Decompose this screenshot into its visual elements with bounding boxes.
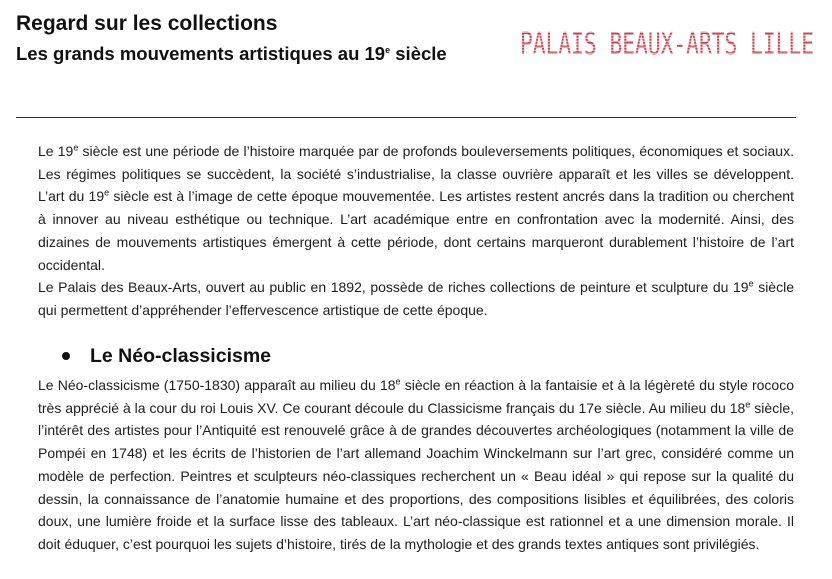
section-paragraph: [38, 374, 794, 556]
intro-p1-text: Le 19: [38, 143, 74, 159]
page-subtitle: [16, 41, 447, 67]
intro-p2-text: siècle qui permettent d’appréhender l’effervescence artistique de cette époque.: [38, 279, 794, 318]
page-title: Regard sur les collections: [16, 12, 278, 35]
intro-paragraph-1: [38, 140, 794, 276]
superscript: e: [745, 399, 751, 410]
palais-beaux-arts-logo: [520, 18, 816, 64]
subtitle-text-end: siècle: [390, 43, 447, 64]
section-heading: [62, 342, 271, 370]
subtitle-text: Les grands mouvements artistiques au 19: [16, 43, 386, 64]
superscript: e: [73, 142, 79, 153]
superscript: e: [104, 187, 110, 198]
section-text: Le Néo-classicisme (1750-1830) apparaît au milieu du 18: [38, 377, 396, 393]
intro-p1-text: siècle est une période de l’histoire marquée par de profonds bouleversements politiques, économiques et sociaux. Les régimes politiques se succèdent, la société s’industrialise, la classe ouvrière apparaît et les villes se développent. L’art du 19: [38, 143, 794, 205]
superscript: e: [748, 278, 754, 289]
header-divider: [16, 117, 796, 118]
section-heading-text: Le Néo-classicisme: [90, 345, 272, 367]
intro-paragraph-2: [38, 276, 794, 321]
subtitle-superscript: e: [385, 44, 391, 55]
intro-p2-text: Le Palais des Beaux-Arts, ouvert au public en 1892, possède de riches collections de peinture et sculpture du 19: [38, 279, 749, 296]
superscript: e: [395, 376, 401, 387]
intro-p1-text: siècle est à l’image de cette époque mouvementée. Les artistes restent ancrés dans la tradition ou cherchent à innover au niveau esthétique ou technique. L’art académique entre en confrontation avec la modernité. Ainsi, des dizaines de mouvements artistiques émergent à cette période, dont certains marqueront durablement l’histoire de l’art occidental.: [38, 188, 794, 273]
bullet-icon: [62, 352, 70, 360]
section-body: [38, 374, 794, 556]
intro-text: [38, 140, 794, 322]
section-text: siècle, l’intérêt des artistes pour l’Antiquité est renouvelé grâce à de grandes découvertes archéologiques (notamment la ville de Pompéi en 1748) et les écrits de l’historien de l’art allemand Joachim Winckelmann sur l’art grec, considéré comme un modèle de perfection. Peintres et sculpteurs néo-classiques recherchent un « Beau idéal » qui repose sur la qualité du dessin, la connaissance de l’anatomie humaine et des proportions, des compositions lisibles et équilibrées, des coloris doux, une lumière froide et la surface lisse des tableaux. L’art néo-classique est rationnel et a une dimension morale. Il doit éduquer, c’est pourquoi les sujets d’histoire, tirés de la mythologie et des grands textes antiques sont privilégiés.: [38, 399, 794, 552]
section-text: siècle en réaction à la fantaisie et à la légèreté du style rococo très apprécié à la cour du roi Louis XV. Ce courant découle du Classicisme français du 17e siècle. Au milieu du 18: [38, 377, 794, 416]
